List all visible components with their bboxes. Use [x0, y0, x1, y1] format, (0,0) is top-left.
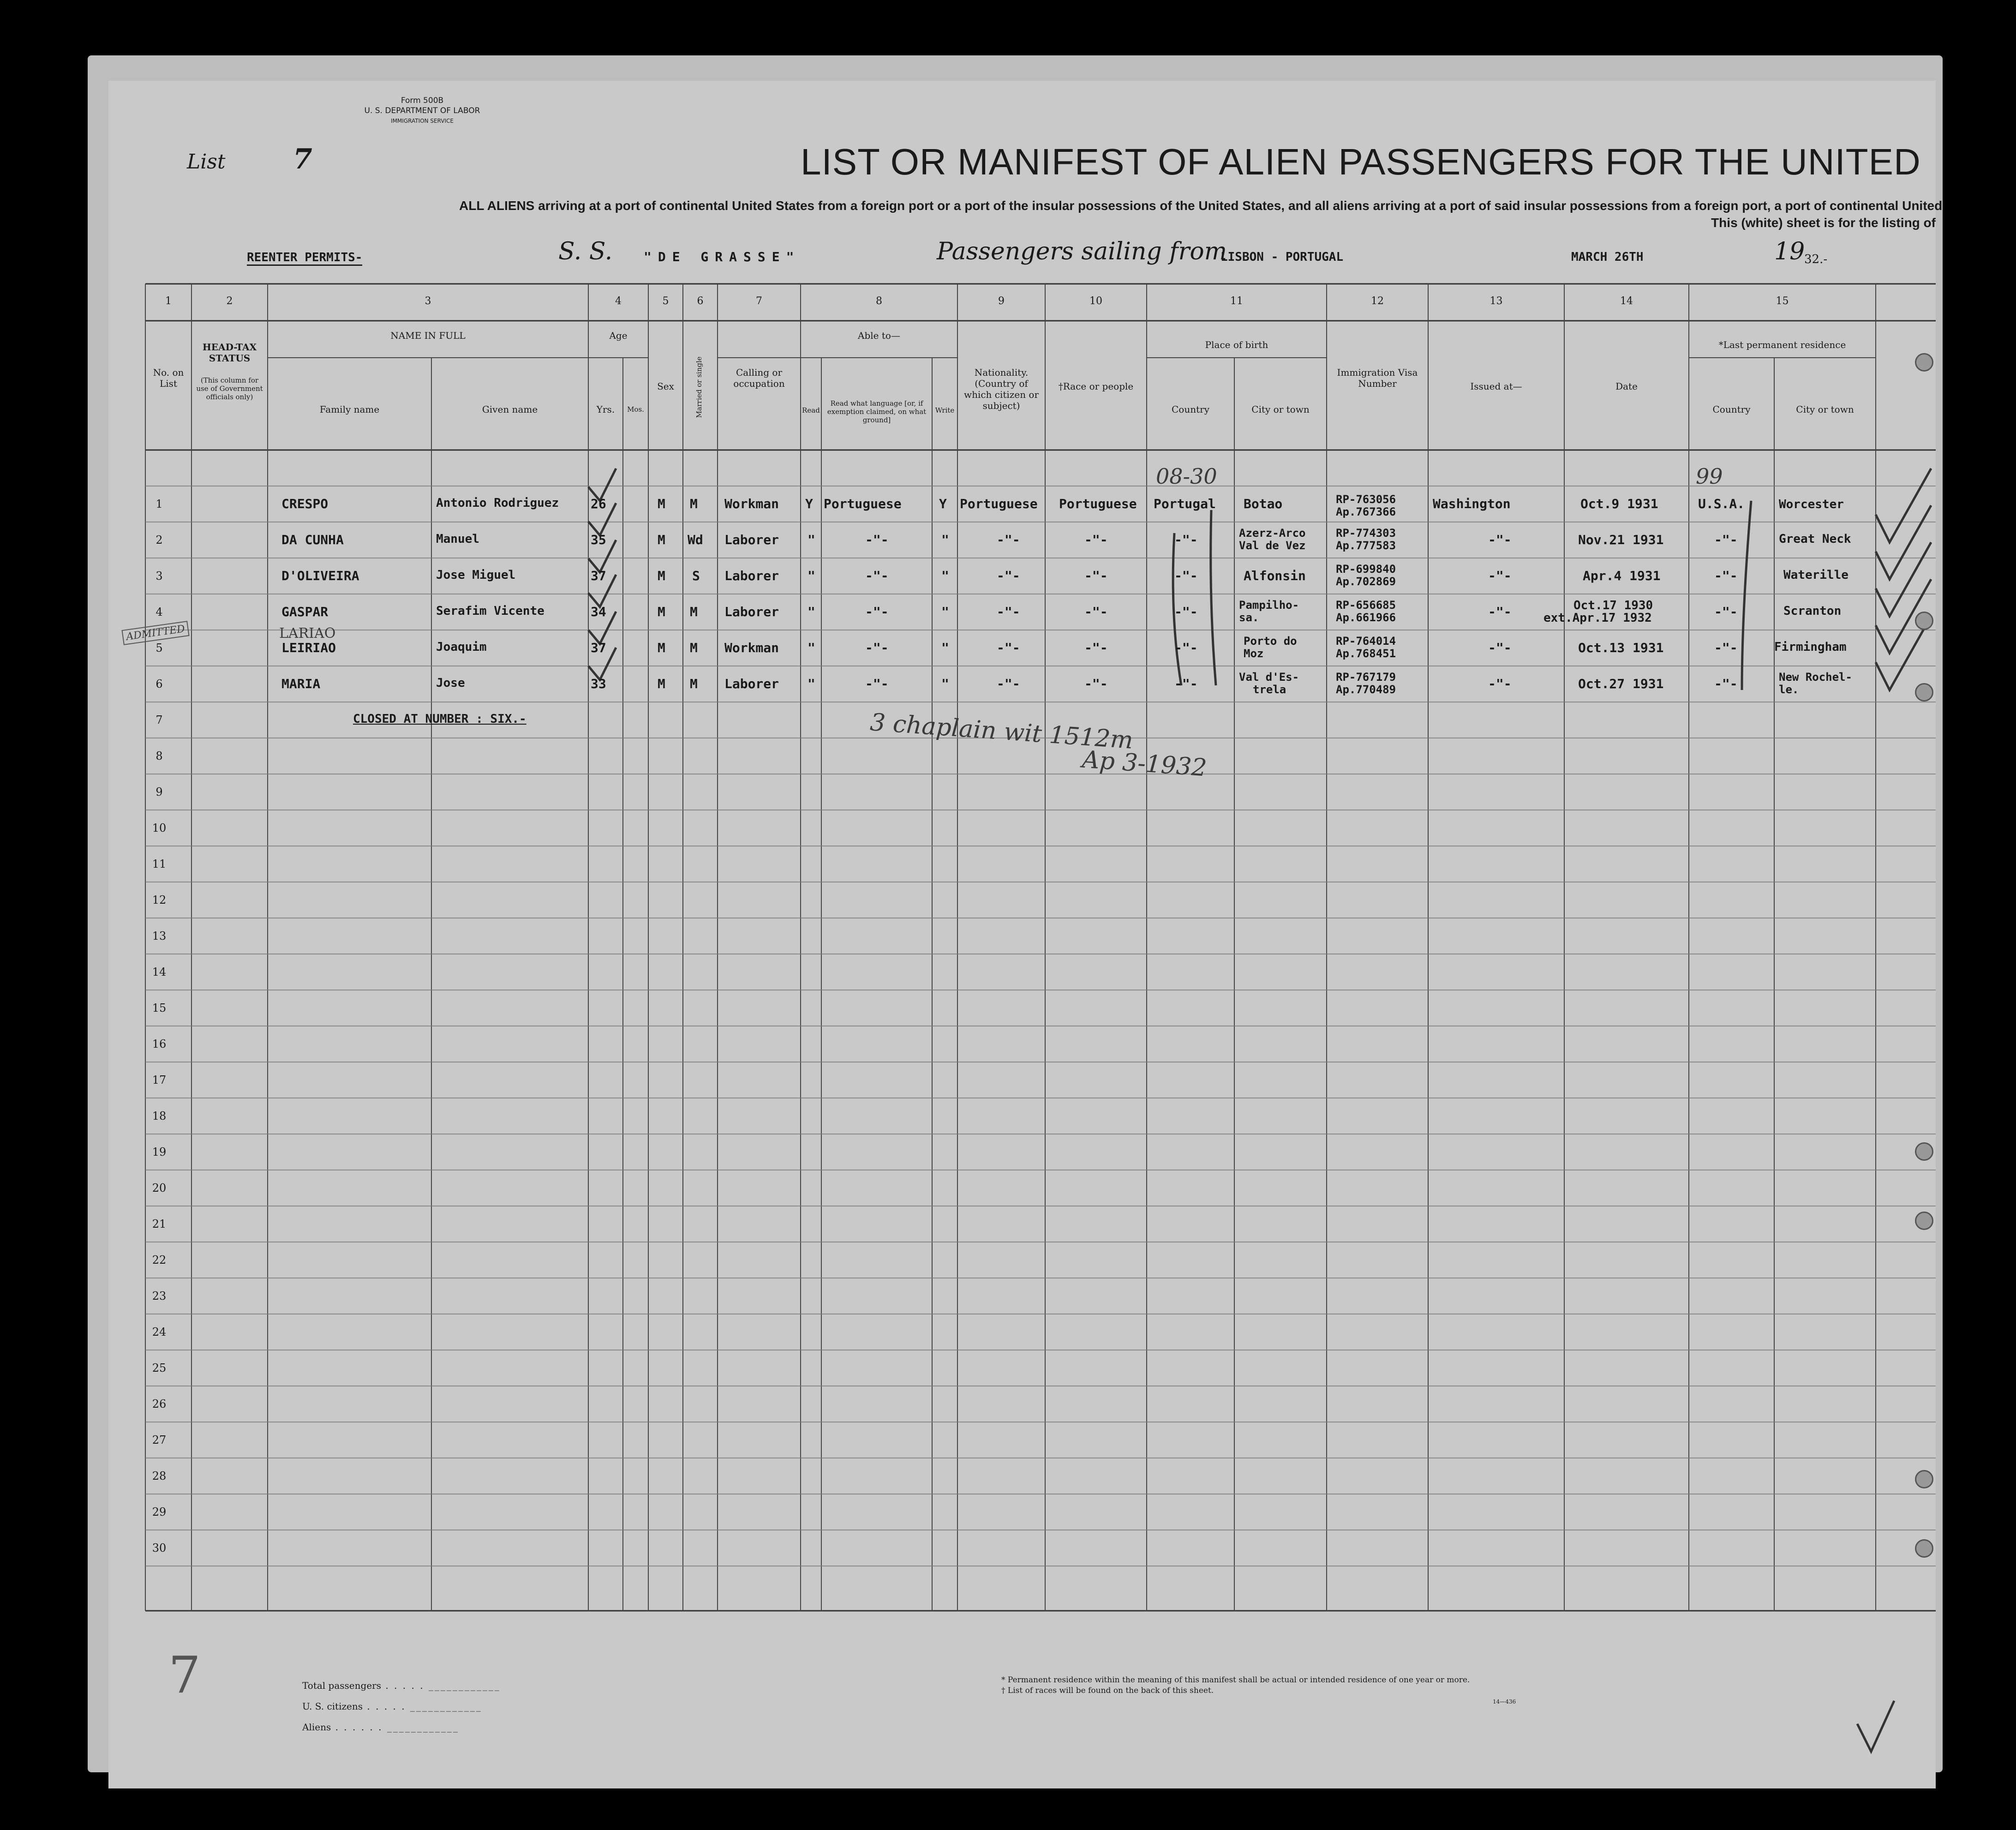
col-num-10: 10	[1089, 295, 1102, 307]
res-city: Worcester	[1779, 498, 1844, 511]
row-number: 7	[156, 714, 163, 726]
given-name: Antonio Rodriguez	[436, 496, 559, 510]
col-num-6: 6	[697, 295, 704, 307]
handwritten-page-number: 7	[168, 1645, 201, 1704]
birth-city-2: sa.	[1239, 611, 1259, 624]
marital-status: M	[690, 496, 698, 511]
hdr-write: Write	[935, 406, 955, 414]
year-suffix: 32.-	[1804, 252, 1828, 266]
given-name: Jose Miguel	[436, 568, 516, 582]
row-number: 28	[152, 1470, 167, 1482]
given-name: Jose	[436, 676, 465, 690]
page-title: LIST OR MANIFEST OF ALIEN PASSENGERS FOR THE UNITED	[801, 141, 1921, 182]
subtitle-2: This (white) sheet is for the listing of	[1711, 216, 1936, 230]
binder-hole	[1915, 1539, 1933, 1558]
hdr-given-name: Given name	[482, 404, 538, 415]
handwritten-note-99: 99	[1696, 464, 1723, 489]
birth-city-2: Moz	[1244, 647, 1264, 660]
visa-number-2: Ap.767366	[1336, 505, 1396, 518]
family-name: GASPAR	[281, 604, 329, 619]
birth-country: -"-	[1174, 604, 1198, 619]
visa-number: RP-774303	[1336, 527, 1396, 540]
res-country: -"-	[1714, 604, 1738, 619]
citizens-label: U. S. citizens	[302, 1701, 363, 1712]
visa-number: RP-656685	[1336, 599, 1396, 612]
birth-country: Portugal	[1154, 496, 1216, 511]
read-language: -"-	[865, 640, 889, 655]
read-language: -"-	[865, 604, 889, 619]
col-num-9: 9	[998, 295, 1005, 307]
nationality: -"-	[997, 676, 1020, 691]
race: -"-	[1084, 604, 1108, 619]
sex: M	[658, 568, 665, 583]
nationality: -"-	[997, 568, 1020, 583]
sex: M	[658, 676, 665, 691]
given-name: Joaquim	[436, 640, 487, 654]
family-name: CRESPO	[281, 496, 329, 511]
issue-date: Nov.21 1931	[1578, 532, 1664, 547]
can-write: "	[941, 640, 949, 655]
occupation: Laborer	[724, 532, 779, 547]
col-num-8: 8	[876, 295, 882, 307]
row-number: 12	[152, 894, 167, 906]
age: 37	[591, 640, 606, 655]
col-num-11: 11	[1230, 295, 1243, 307]
birth-country: -"-	[1174, 676, 1198, 691]
hdr-place-of-birth: Place of birth	[1205, 339, 1268, 350]
row-number: 19	[152, 1146, 167, 1158]
can-write: "	[941, 604, 949, 619]
row-number: 21	[152, 1218, 167, 1230]
hdr-visa-number: Immigration Visa Number	[1337, 367, 1418, 389]
hdr-no-on-list: No. on List	[153, 367, 184, 389]
row-number: 2	[156, 534, 163, 546]
handwritten-date-note: Ap 3-1932	[1081, 745, 1208, 782]
binder-hole	[1915, 1470, 1933, 1488]
binder-hole	[1915, 612, 1933, 630]
hdr-res-country: Country	[1712, 404, 1751, 415]
hdr-family-name: Family name	[319, 404, 380, 415]
family-name: DA CUNHA	[281, 532, 344, 547]
hdr-birth-country: Country	[1171, 404, 1209, 415]
issue-date: Oct.27 1931	[1578, 676, 1664, 691]
visa-number: RP-767179	[1336, 671, 1396, 684]
aliens-label: Aliens	[302, 1722, 331, 1733]
res-city: Scranton	[1783, 604, 1842, 618]
row-number: 11	[152, 858, 167, 870]
hdr-race: †Race or people	[1058, 381, 1134, 392]
can-read: "	[808, 604, 815, 619]
visa-number: RP-764014	[1336, 635, 1396, 648]
list-label: List	[187, 150, 226, 174]
age: 35	[591, 532, 606, 547]
res-country: -"-	[1714, 532, 1738, 547]
can-read: "	[808, 532, 815, 547]
hdr-head-tax-note: (This column for use of Government officials only)	[196, 376, 263, 401]
issued-at: Washington	[1433, 496, 1511, 511]
issue-date: Oct.13 1931	[1578, 640, 1664, 655]
row-number: 20	[152, 1182, 167, 1194]
row-number: 3	[156, 570, 163, 582]
form-number: Form 500B	[401, 96, 444, 105]
age: 26	[591, 496, 606, 511]
issue-date: Oct.9 1931	[1580, 496, 1658, 511]
closed-at-number: CLOSED AT NUMBER : SIX.-	[353, 712, 526, 726]
ss-label: S. S.	[558, 238, 613, 265]
row-number: 15	[152, 1002, 167, 1014]
check-marks	[588, 468, 1931, 1752]
can-read: "	[808, 676, 815, 691]
marital-status: S	[692, 568, 700, 583]
col-num-13: 13	[1490, 295, 1503, 307]
footer-total-passengers: Total passengers . . . . . ____________	[302, 1680, 501, 1691]
res-city: Firmingham	[1774, 640, 1847, 654]
given-name: Serafim Vicente	[436, 604, 544, 618]
category: REENTER PERMITS-	[247, 251, 362, 266]
age: 33	[591, 676, 606, 691]
binder-hole	[1915, 1212, 1933, 1230]
issued-at: -"-	[1488, 604, 1512, 619]
sex: M	[658, 496, 665, 511]
list-number: 7	[293, 143, 312, 175]
hdr-issued-at: Issued at—	[1470, 381, 1522, 392]
nationality: -"-	[997, 604, 1020, 619]
marital-status: M	[690, 676, 698, 691]
binder-hole	[1915, 683, 1933, 702]
occupation: Workman	[724, 496, 779, 511]
res-city-2: le.	[1779, 683, 1799, 696]
visa-number-2: Ap.702869	[1336, 575, 1396, 588]
issued-at: -"-	[1488, 532, 1512, 547]
footer-note-residence: * Permanent residence within the meaning of this manifest shall be actual or intended residence of one year or more.	[1001, 1675, 1470, 1685]
given-name: Manuel	[436, 532, 479, 546]
row-number: 9	[156, 786, 163, 798]
family-name: MARIA	[281, 676, 321, 691]
row-number: 23	[152, 1290, 167, 1302]
read-language: -"-	[865, 676, 889, 691]
birth-city: Alfonsin	[1244, 568, 1306, 583]
race: -"-	[1084, 532, 1108, 547]
handwritten-lariao: LARIAO	[279, 625, 336, 642]
row-number: 24	[152, 1326, 167, 1338]
row-number: 22	[152, 1254, 167, 1266]
footer-aliens: Aliens . . . . . . ____________	[302, 1722, 459, 1733]
col-num-7: 7	[756, 295, 762, 307]
age: 34	[591, 604, 606, 619]
row-number: 13	[152, 930, 167, 942]
handwritten-margin-note: 3 chaplain wit 1512m	[869, 708, 1134, 755]
birth-city-2: trela	[1253, 683, 1286, 696]
can-read: Y	[805, 496, 813, 511]
res-country: -"-	[1714, 676, 1738, 691]
hdr-read-language: Read what language [or, if exemption claimed, on what ground]	[827, 399, 927, 424]
birth-city-2: Val de Vez	[1239, 539, 1306, 552]
nationality: -"-	[997, 532, 1020, 547]
birth-city: Val d'Es-	[1239, 671, 1299, 684]
hdr-married: Married or single	[695, 356, 703, 418]
race: Portuguese	[1059, 496, 1137, 511]
occupation: Laborer	[724, 676, 779, 691]
nationality: Portuguese	[960, 496, 1038, 511]
birth-city: Botao	[1244, 496, 1283, 511]
footer-note-races: † List of races will be found on the back of this sheet.	[1001, 1686, 1214, 1695]
sailing-label: Passengers sailing from	[937, 238, 1227, 265]
birth-country: -"-	[1174, 640, 1198, 655]
row-number: 25	[152, 1362, 167, 1374]
race: -"-	[1084, 640, 1108, 655]
col-num-14: 14	[1620, 295, 1633, 307]
hdr-name-in-full: NAME IN FULL	[390, 330, 466, 341]
res-city: Great Neck	[1779, 532, 1851, 546]
family-name: LEIRIAO	[281, 640, 336, 655]
res-city: New Rochel-	[1779, 671, 1852, 684]
read-language: -"-	[865, 568, 889, 583]
can-write: "	[941, 676, 949, 691]
can-write: Y	[939, 496, 947, 511]
birth-country: -"-	[1174, 568, 1198, 583]
read-language: Portuguese	[824, 496, 902, 511]
total-label: Total passengers	[302, 1680, 381, 1691]
hdr-date: Date	[1615, 381, 1638, 392]
issued-at: -"-	[1488, 568, 1512, 583]
row-number: 18	[152, 1110, 167, 1122]
hdr-yrs: Yrs.	[596, 404, 615, 415]
can-write: "	[941, 568, 949, 583]
visa-number-2: Ap.770489	[1336, 683, 1396, 696]
col-num-12: 12	[1371, 295, 1384, 307]
hdr-birth-city: City or town	[1251, 404, 1310, 415]
issued-at: -"-	[1488, 640, 1512, 655]
visa-number-2: Ap.768451	[1336, 647, 1396, 660]
row-number: 6	[156, 678, 163, 690]
col-num-4: 4	[615, 295, 622, 307]
col-num-2: 2	[226, 295, 233, 307]
age: 37	[591, 568, 606, 583]
col-num-3: 3	[425, 295, 431, 307]
col-num-5: 5	[662, 295, 669, 307]
row-number: 27	[152, 1434, 167, 1446]
birth-city: Azerz-Arco	[1239, 527, 1306, 540]
can-read: "	[808, 568, 815, 583]
sex: M	[658, 604, 665, 619]
issued-at: -"-	[1488, 676, 1512, 691]
binder-hole	[1915, 1142, 1933, 1161]
row-number: 29	[152, 1506, 167, 1518]
row-number: 16	[152, 1038, 167, 1050]
visa-number: RP-763056	[1336, 493, 1396, 506]
row-number: 4	[156, 606, 163, 618]
binder-hole	[1915, 353, 1933, 372]
hdr-read: Read	[802, 406, 820, 414]
footer-us-citizens: U. S. citizens . . . . . ____________	[302, 1701, 482, 1712]
col-num-15: 15	[1776, 295, 1789, 307]
row-number: 1	[156, 498, 163, 510]
row-number: 10	[152, 822, 167, 834]
hdr-able-to: Able to—	[858, 330, 900, 341]
birth-country: -"-	[1174, 532, 1198, 547]
hdr-last-residence: *Last permanent residence	[1718, 339, 1846, 350]
occupation: Laborer	[724, 604, 779, 619]
issue-date-extension: ext.Apr.17 1932	[1543, 611, 1652, 625]
race: -"-	[1084, 676, 1108, 691]
row-number: 30	[152, 1542, 167, 1554]
year-prefix: 19	[1774, 238, 1805, 265]
visa-number-2: Ap.777583	[1336, 539, 1396, 552]
can-write: "	[941, 532, 949, 547]
occupation: Workman	[724, 640, 779, 655]
hdr-age: Age	[609, 330, 628, 341]
occupation: Laborer	[724, 568, 779, 583]
can-read: "	[808, 640, 815, 655]
marital-status: M	[690, 640, 698, 655]
hdr-mos: Mos.	[627, 405, 644, 414]
birth-city: Pampilho-	[1239, 599, 1299, 612]
port: LISBON - PORTUGAL	[1220, 250, 1344, 264]
visa-number-2: Ap.661966	[1336, 611, 1396, 624]
hdr-res-city: City or town	[1796, 404, 1854, 415]
res-country: U.S.A.	[1698, 496, 1745, 511]
family-name: D'OLIVEIRA	[281, 568, 359, 583]
hdr-calling: Calling or occupation	[733, 367, 785, 389]
issue-date: Apr.4 1931	[1583, 568, 1661, 583]
hdr-sex: Sex	[657, 381, 674, 392]
issue-date: Oct.17 1930	[1573, 599, 1653, 612]
row-number: 17	[152, 1074, 167, 1086]
marital-status: M	[690, 604, 698, 619]
row-number: 8	[156, 750, 163, 762]
sex: M	[658, 532, 665, 547]
row-number: 26	[152, 1398, 167, 1410]
res-country: -"-	[1714, 568, 1738, 583]
visa-number: RP-699840	[1336, 563, 1396, 576]
race: -"-	[1084, 568, 1108, 583]
admitted-stamp: ADMITTED	[121, 621, 189, 645]
subtitle-1: ALL ALIENS arriving at a port of continental United States from a foreign port or a port of the insular possessions of the United States, and all aliens arriving at a port of said insular possessions from a foreign port, a port of continental United	[459, 198, 1943, 213]
nationality: -"-	[997, 640, 1020, 655]
hdr-head-tax: HEAD-TAX STATUS	[202, 342, 257, 364]
col-num-1: 1	[165, 295, 172, 307]
birth-city: Porto do	[1244, 635, 1297, 648]
manifest-sheet	[108, 81, 1943, 1788]
handwritten-note-0830: 08-30	[1156, 464, 1217, 489]
row-number: 5	[156, 642, 163, 654]
row-number: 14	[152, 966, 167, 978]
sex: M	[658, 640, 665, 655]
hdr-nationality: Nationality. (Country of which citizen or subject)	[963, 367, 1039, 411]
ship-name: "DE GRASSE"	[644, 249, 801, 264]
service: IMMIGRATION SERVICE	[391, 118, 454, 124]
read-language: -"-	[865, 532, 889, 547]
footer-code: 14—436	[1493, 1698, 1516, 1705]
res-country: -"-	[1714, 640, 1738, 655]
res-city: Waterille	[1783, 568, 1848, 582]
voyage-date: MARCH 26TH	[1571, 250, 1644, 264]
department: U. S. DEPARTMENT OF LABOR	[364, 106, 480, 115]
marital-status: Wd	[688, 532, 703, 547]
